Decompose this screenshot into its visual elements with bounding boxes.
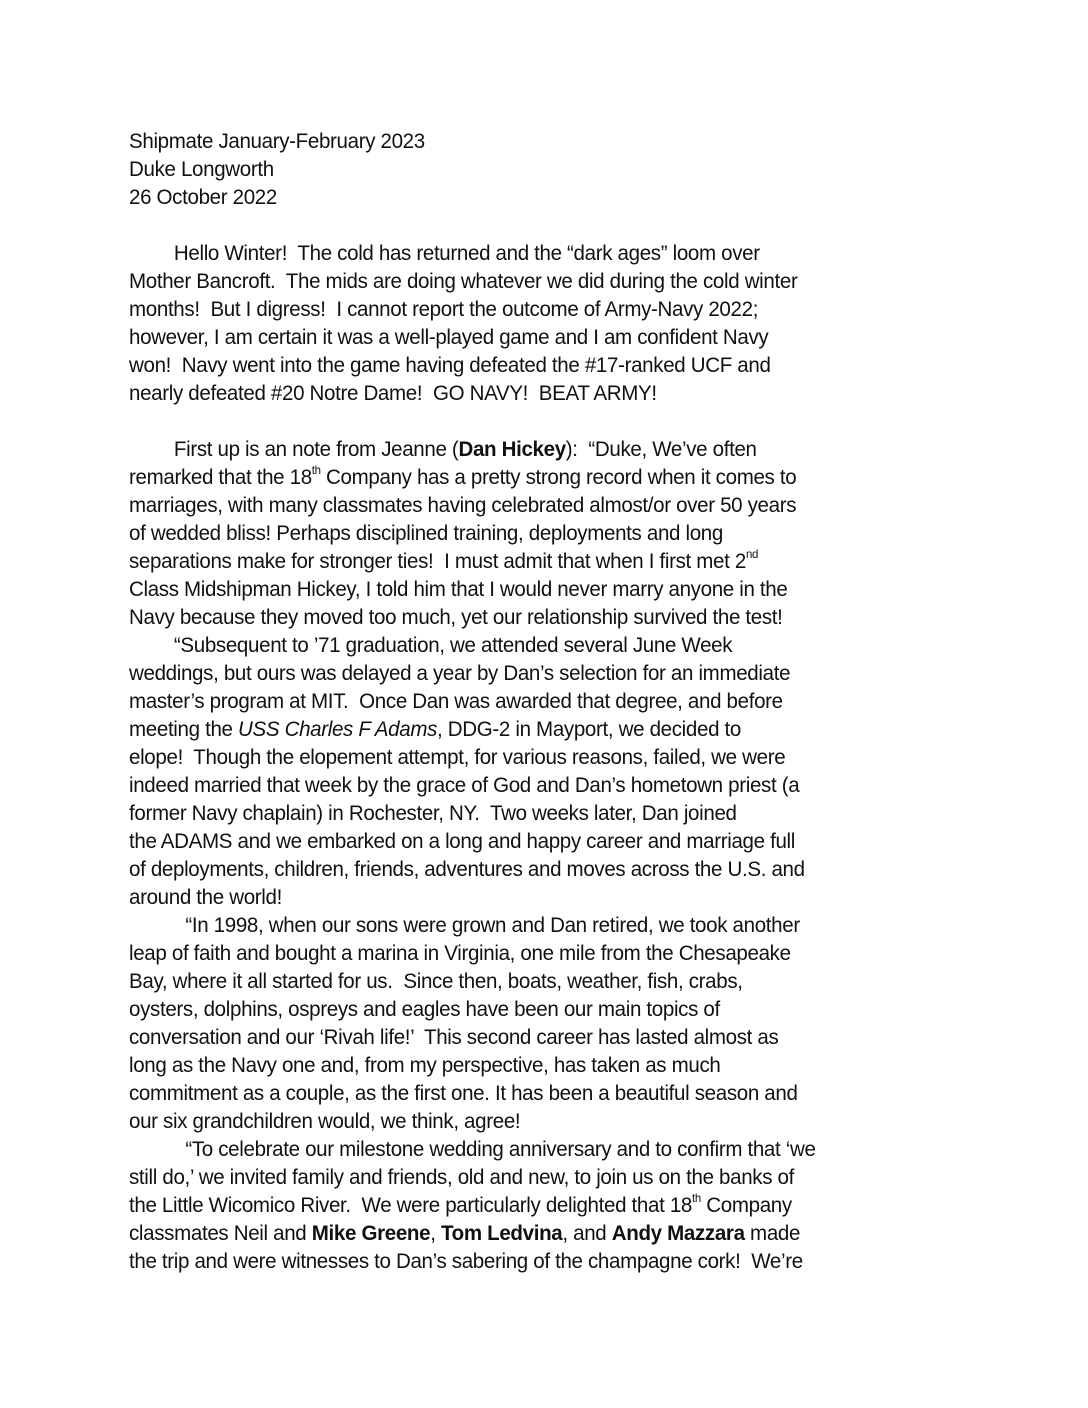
paragraph-jeanne-note [129, 435, 969, 631]
paragraph-line: commitment as a couple, as the first one. It has been a beautiful season and [129, 1081, 798, 1105]
ordinal-suffix: th [692, 1190, 701, 1205]
spacer [129, 407, 969, 435]
text-run: , and [562, 1221, 612, 1245]
classmate-name: Dan Hickey [458, 437, 566, 461]
paragraph-line: elope! Though the elopement attempt, for various reasons, failed, we were [129, 745, 786, 769]
text-run: , [430, 1221, 441, 1245]
paragraph-line: however, I am certain it was a well-played game and I am confident Navy [129, 325, 769, 349]
paragraph-line: of deployments, children, friends, adventures and moves across the U.S. and [129, 857, 805, 881]
paragraph-intro [129, 239, 969, 407]
paragraph-line: master’s program at MIT. Once Dan was awarded that degree, and before [129, 689, 783, 713]
paragraph-marina [129, 911, 969, 1135]
paragraph-line: weddings, but ours was delayed a year by Dan’s selection for an immediate [129, 661, 791, 685]
paragraph-line: former Navy chaplain) in Rochester, NY. Two weeks later, Dan joined [129, 801, 737, 825]
paragraph-line: “Subsequent to ’71 graduation, we attended several June Week [173, 633, 733, 657]
paragraph-line: long as the Navy one and, from my perspective, has taken as much [129, 1053, 721, 1077]
text-run: Company [700, 1193, 792, 1217]
paragraph-line [129, 1191, 931, 1219]
paragraph-line [129, 715, 931, 743]
paragraph-line [129, 435, 931, 463]
paragraph-line: “In 1998, when our sons were grown and Dan retired, we took another [185, 913, 800, 937]
paragraph-line: around the world! [129, 885, 282, 909]
text-run: ): “Duke, We’ve often [565, 437, 757, 461]
ordinal-suffix: th [311, 462, 321, 477]
paragraph-line: still do,’ we invited family and friends, old and new, to join us on the banks of [129, 1165, 794, 1189]
ordinal-suffix: nd [745, 546, 759, 561]
paragraph-line: Hello Winter! The cold has returned and the “dark ages” loom over [173, 241, 760, 265]
text-run: separations make for stronger ties! I must admit that when I first met 2 [129, 549, 746, 573]
text-run: classmates Neil and [129, 1221, 312, 1245]
paragraph-line: leap of faith and bought a marina in Virginia, one mile from the Chesapeake [129, 941, 791, 965]
author-name: Duke Longworth [129, 157, 274, 181]
spacer [129, 211, 969, 239]
paragraph-line: Mother Bancroft. The mids are doing whatever we did during the cold winter [129, 269, 798, 293]
text-run: made [744, 1221, 801, 1245]
text-run: Company has a pretty strong record when it comes to [320, 465, 797, 489]
paragraph-line: the ADAMS and we embarked on a long and happy career and marriage full [129, 829, 796, 853]
text-run: First up is an note from Jeanne ( [173, 437, 459, 461]
paragraph-line: our six grandchildren would, we think, agree! [129, 1109, 521, 1133]
text-run: the Little Wicomico River. We were particularly delighted that 18 [129, 1193, 693, 1217]
paragraph-line: Navy because they moved too much, yet our relationship survived the test! [129, 605, 783, 629]
paragraph-line: conversation and our ‘Rivah life!’ This second career has lasted almost as [129, 1025, 779, 1049]
paragraph-line: nearly defeated #20 Notre Dame! GO NAVY! BEAT ARMY! [129, 381, 657, 405]
paragraph-line: marriages, with many classmates having celebrated almost/or over 50 years [129, 493, 797, 517]
paragraph-line: of wedded bliss! Perhaps disciplined training, deployments and long [129, 521, 723, 545]
ship-name: USS Charles F Adams [237, 717, 438, 741]
paragraph-line [129, 463, 931, 491]
publication-title: Shipmate January-February 2023 [129, 129, 425, 153]
paragraph-line: oysters, dolphins, ospreys and eagles have been our main topics of [129, 997, 720, 1021]
letter-date: 26 October 2022 [129, 185, 277, 209]
document-header [129, 127, 969, 211]
classmate-name: Mike Greene [311, 1221, 431, 1245]
paragraph-line: “To celebrate our milestone wedding anniversary and to confirm that ‘we [185, 1137, 816, 1161]
paragraph-line: Class Midshipman Hickey, I told him that I would never marry anyone in the [129, 577, 788, 601]
paragraph-line: Bay, where it all started for us. Since then, boats, weather, fish, crabs, [129, 969, 743, 993]
paragraph-line [129, 1219, 931, 1247]
paragraph-anniversary [129, 1135, 969, 1275]
paragraph-wedding [129, 631, 969, 911]
text-run: meeting the [129, 717, 238, 741]
text-run: , DDG-2 in Mayport, we decided to [437, 717, 741, 741]
paragraph-line: months! But I digress! I cannot report the outcome of Army-Navy 2022; [129, 297, 759, 321]
classmate-name: Andy Mazzara [611, 1221, 745, 1245]
paragraph-line: the trip and were witnesses to Dan’s sabering of the champagne cork! We’re [129, 1249, 803, 1273]
classmate-name: Tom Ledvina [440, 1221, 563, 1245]
paragraph-line [129, 547, 931, 575]
paragraph-line: won! Navy went into the game having defeated the #17-ranked UCF and [129, 353, 771, 377]
document-page [129, 127, 969, 1275]
paragraph-line: indeed married that week by the grace of God and Dan’s hometown priest (a [129, 773, 800, 797]
text-run: remarked that the 18 [129, 465, 312, 489]
